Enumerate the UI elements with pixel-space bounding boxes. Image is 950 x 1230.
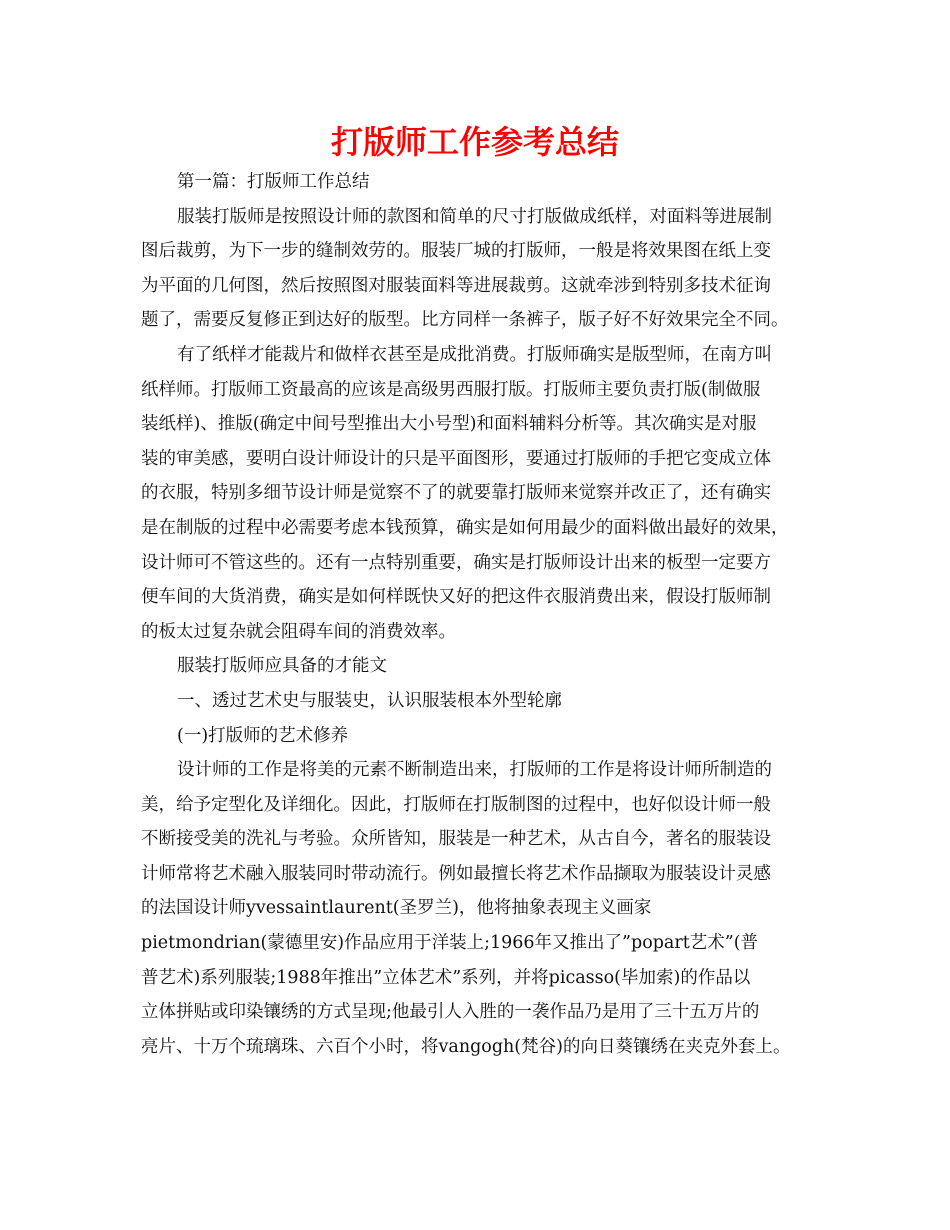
paragraph-line: pietmondrian(蒙德里安)作品应用于洋装上;1966年又推出了”popart艺术”(普 [141,933,759,954]
section-heading: 服装打版师应具备的才能文 [177,656,387,677]
paragraph-line: 的法国设计师yvessaintlaurent(圣罗兰)，他将抽象表现主义画家 [141,898,652,919]
paragraph-line: 纸样师。打版师工资最高的应该是高级男西服打版。打版师主要负责打版(制做服 [141,379,761,400]
paragraph-line: 为平面的几何图，然后按照图对服装面料等进展裁剪。这就牵涉到特别多技术征询 [141,275,771,296]
section-heading: 一、透过艺术史与服装史，认识服装根本外型轮廓 [177,690,562,711]
paragraph-line: 亮片、十万个琉璃珠、六百个小时，将vangogh(梵谷)的向日葵镶绣在夹克外套上。 [141,1036,791,1057]
paragraph-line: 装的审美感，要明白设计师设计的只是平面图形，要通过打版师的手把它变成立体 [141,448,771,469]
paragraph-line: 的板太过复杂就会阻碍车间的消费效率。 [141,621,456,642]
paragraph-line: 美，给予定型化及详细化。因此，打版师在打版制图的过程中，也好似设计师一般 [141,794,771,815]
document-title: 打版师工作参考总结 [330,123,619,161]
paragraph-line: 服装打版师是按照设计师的款图和简单的尺寸打版做成纸样，对面料等进展制 [177,206,772,227]
paragraph-line: 设计师可不管这些的。还有一点特别重要，确实是打版师设计出来的板型一定要方 [141,552,771,573]
paragraph-line: 便车间的大货消费，确实是如何样既快又好的把这件衣服消费出来，假设打版师制 [141,587,771,608]
paragraph-line: 立体拼贴或印染镶绣的方式呈现;他最引人入胜的一袭作品乃是用了三十五万片的 [141,1002,760,1023]
paragraph-line: 设计师的工作是将美的元素不断制造出来，打版师的工作是将设计师所制造的 [177,760,772,781]
paragraph-line: 题了，需要反复修正到达好的版型。比方同样一条裤子，版子好不好效果完全不同。 [141,310,789,331]
document-body [141,165,825,1064]
paragraph-line: 的衣服，特别多细节设计师是觉察不了的就要靠打版师来觉察并改正了，还有确实 [141,483,771,504]
paragraph-line: 是在制版的过程中必需要考虑本钱预算，确实是如何用最少的面料做出最好的效果， [141,517,789,538]
paragraph-line: 装纸样)、推版(确定中间号型推出大小号型)和面料辅料分析等。其次确实是对服 [141,414,757,435]
section-heading: 第一篇：打版师工作总结 [177,172,370,192]
paragraph-line: 不断接受美的洗礼与考验。众所皆知，服装是一种艺术，从古自今，著名的服装设 [141,829,771,850]
paragraph-line: 有了纸样才能裁片和做样衣甚至是成批消费。打版师确实是版型师，在南方叫 [177,344,772,365]
section-heading: (一)打版师的艺术修养 [177,725,349,746]
paragraph-line: 计师常将艺术融入服装同时带动流行。例如最擅长将艺术作品撷取为服装设计灵感 [141,863,771,884]
paragraph-line: 图后裁剪，为下一步的缝制效劳的。服装厂城的打版师，一般是将效果图在纸上变 [141,241,771,262]
paragraph-line: 普艺术)系列服装;1988年推出”立体艺术”系列，并将picasso(毕加索)的作品以 [141,967,751,988]
